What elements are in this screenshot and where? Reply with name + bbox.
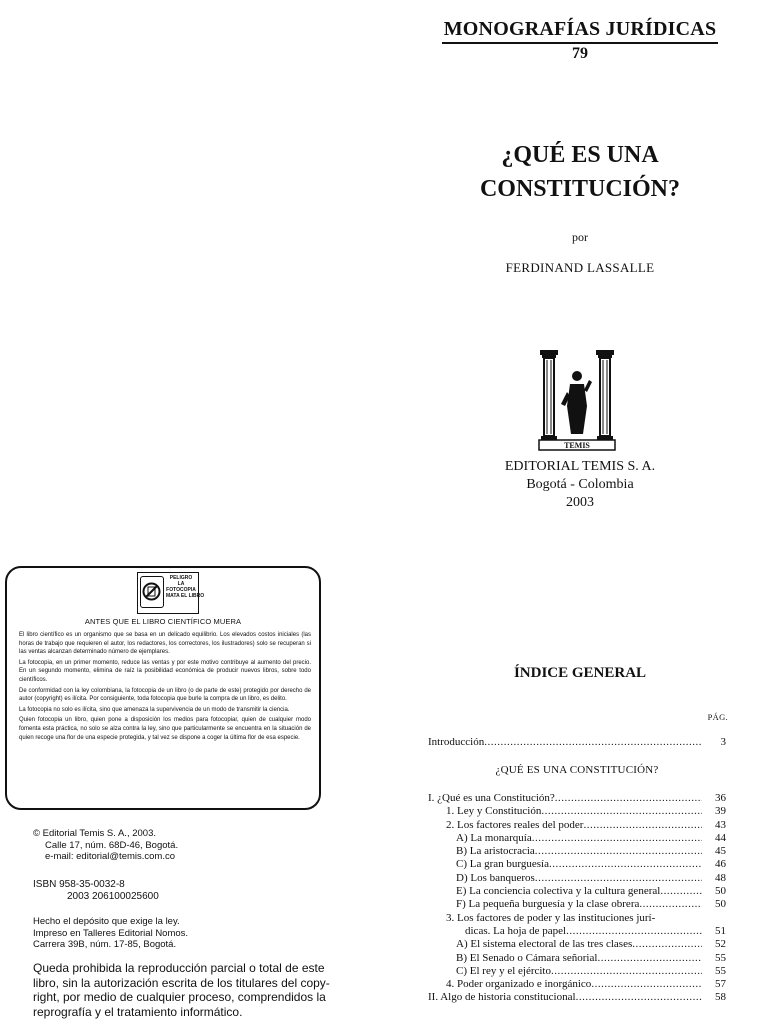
deposit-line: Hecho el depósito que exige la ley. <box>33 916 180 927</box>
isbn-code-line: 2003 206100025600 <box>67 890 159 902</box>
toc-entry-page: 44 <box>715 831 726 844</box>
dot-leader <box>660 885 702 898</box>
toc-entry[interactable] <box>428 792 726 805</box>
toc-entry[interactable] <box>428 885 726 898</box>
toc-entry[interactable] <box>428 912 726 925</box>
toc-entry[interactable] <box>428 872 726 885</box>
book-title-line2: CONSTITUCIÓN? <box>479 176 681 202</box>
series-header <box>430 18 730 63</box>
dot-leader <box>484 736 702 750</box>
section-heading: ¿QUÉ ES UNA CONSTITUCIÓN? <box>495 764 659 776</box>
toc-entry-label: dicas. La hoja de papel <box>465 924 567 937</box>
toc-entry[interactable] <box>428 978 726 991</box>
author-name: FERDINAND LASSALLE <box>505 260 655 275</box>
toc-entry-page: 3 <box>720 736 726 748</box>
toc-entry-page: 45 <box>715 845 726 858</box>
warning-paragraph: La fotocopia no solo es ilícita, sino que amenaza la supervivencia de un modo de transmitir la ciencia. <box>19 706 290 713</box>
publisher-name: EDITORIAL TEMIS S. A. <box>504 459 656 474</box>
toc-entry-label: B) La aristocracia <box>456 845 535 858</box>
badge-text: PELIGRO LA FOTOCOPIA MATA EL LIBRO <box>166 575 205 599</box>
dot-leader <box>535 845 702 858</box>
dot-leader <box>639 898 702 911</box>
toc-entry[interactable] <box>428 898 726 911</box>
logo-text: TEMIS <box>564 441 590 450</box>
toc-entry-page: 52 <box>715 938 726 951</box>
toc-entry-label: A) El sistema electoral de las tres clases <box>456 938 633 951</box>
warning-paragraph: Quien fotocopia un libro, quien pone a disposición los medios para fotocopiar, quien de cualquier modo fomenta esta práctica, no solo se alza contra la ley, sino que particularmente se encuentra en la situación de quien recoge una flor de una especie protegida, y tal vez se dispone a coger la última flor de esa especie. <box>19 717 311 741</box>
no-photocopy-icon <box>140 576 164 608</box>
series-number: 79 <box>572 45 588 62</box>
notice-line: libro, sin la autorización escrita de los titulares del copy- <box>33 975 330 990</box>
dot-leader <box>555 792 702 805</box>
toc-entry[interactable] <box>428 965 726 978</box>
toc-entry-page: 58 <box>715 991 726 1004</box>
publisher-block <box>430 458 730 512</box>
photocopy-warning-box <box>5 566 321 810</box>
toc-entry[interactable] <box>428 845 726 858</box>
dot-leader <box>551 965 702 978</box>
dot-leader <box>576 991 702 1004</box>
dot-leader <box>532 832 702 845</box>
spacer <box>655 912 726 925</box>
toc-list <box>428 792 726 1005</box>
toc-entry-page: 51 <box>715 924 726 937</box>
toc-entry-label: C) El rey y el ejército <box>456 964 551 977</box>
toc-entry-page: 55 <box>715 951 726 964</box>
warning-paragraph: De conformidad con la ley colombiana, la fotocopia de un libro (o de parte de este) protegido por derecho de autor (copyright) es ilícita. Por consiguiente, toda fotocopia que burle la compra de un libro, es delito. <box>19 687 311 703</box>
toc-entry-page: 43 <box>715 818 726 831</box>
warning-paragraph: La fotocopia, en un primer momento, reduce las ventas y por este motivo contribuye al aumento del precio. En un segundo momento, elimina de raíz la posibilidad económica de producir nuevos libros, sobre todo científicos. <box>19 659 311 683</box>
toc-entry[interactable] <box>428 938 726 951</box>
toc-entry-label: 3. Los factores de poder y las instituciones jurí- <box>446 911 656 924</box>
dot-leader <box>597 952 702 965</box>
dot-leader <box>583 819 702 832</box>
printing-block <box>33 916 323 951</box>
isbn-block <box>33 879 323 902</box>
copyright-block <box>33 828 323 863</box>
toc-entry-label: 2. Los factores reales del poder <box>446 818 584 831</box>
toc-entry-page: 50 <box>715 885 726 898</box>
series-title: MONOGRAFÍAS JURÍDICAS <box>442 18 719 44</box>
notice-line: reprografía y el tratamiento informático. <box>33 1004 243 1019</box>
dot-leader <box>591 978 702 991</box>
index-title: ÍNDICE GENERAL <box>513 665 647 681</box>
toc-entry[interactable] <box>428 952 726 965</box>
toc-entry[interactable] <box>428 858 726 871</box>
toc-entry[interactable] <box>428 832 726 845</box>
toc-entry-label: A) La monarquía <box>456 831 532 844</box>
toc-entry-label: 1. Ley y Constitución <box>446 805 542 818</box>
toc-entry[interactable] <box>428 805 726 818</box>
toc-entry-label: D) Los banqueros <box>456 871 535 884</box>
toc-entry-page: 39 <box>715 805 726 818</box>
printer-line: Impreso en Talleres Editorial Nomos. <box>33 927 189 939</box>
temis-columns-logo <box>537 348 617 452</box>
publisher-year: 2003 <box>566 495 594 510</box>
copyright-line: © Editorial Temis S. A., 2003. <box>33 828 156 839</box>
email-line: e-mail: editorial@temis.com.co <box>45 851 176 862</box>
dot-leader <box>632 938 702 951</box>
printer-address-line: Carrera 39B, núm. 17-85, Bogotá. <box>33 939 177 950</box>
toc-entry-label: II. Algo de historia constitucional <box>428 991 576 1004</box>
isbn-line: ISBN 958-35-0032-8 <box>33 879 125 890</box>
toc-entry[interactable] <box>428 819 726 832</box>
warning-heading: ANTES QUE EL LIBRO CIENTÍFICO MUERA <box>84 617 242 626</box>
notice-line: Queda prohibida la reproducción parcial o total de este <box>33 961 325 975</box>
toc-entry-label: I. ¿Qué es una Constitución? <box>428 792 555 804</box>
peligro-badge <box>137 572 205 614</box>
table-of-contents <box>428 736 726 1005</box>
reproduction-notice <box>33 961 329 1019</box>
toc-entry-label: C) La gran burguesía <box>456 858 549 871</box>
address-line: Calle 17, núm. 68D-46, Bogotá. <box>45 839 179 851</box>
page-column-label: PÁG. <box>707 712 728 722</box>
warning-paragraph: El libro científico es un organismo que se basa en un delicado equilibrio. Los elevados costos iniciales (las horas de trabajo que requieren el autor, los redactores, los correctores, los ilustradores) solo se recuperan si las ventas alcanzan determinado número de ejemplares. <box>19 632 311 656</box>
dot-leader <box>541 805 702 818</box>
toc-entry[interactable] <box>428 991 726 1004</box>
toc-entry-introduction[interactable] <box>428 736 726 750</box>
toc-entry-page: 36 <box>715 792 726 804</box>
warning-text <box>19 631 311 744</box>
toc-entry[interactable] <box>428 925 726 938</box>
notice-line: right, por medio de cualquier proceso, comprendidos la <box>33 990 326 1005</box>
dot-leader <box>535 872 702 885</box>
toc-entry-page: 50 <box>715 898 726 911</box>
publisher-city: Bogotá - Colombia <box>526 477 634 492</box>
dot-leader <box>549 858 702 871</box>
toc-entry-page: 55 <box>715 964 726 977</box>
toc-entry-label: E) La conciencia colectiva y la cultura general <box>456 885 661 898</box>
book-title <box>430 138 730 206</box>
by-label: por <box>572 230 588 244</box>
toc-entry-label: B) El Senado o Cámara señorial <box>456 951 598 964</box>
toc-entry-label: Introducción <box>428 736 485 748</box>
book-title-line1: ¿QUÉ ES UNA <box>501 142 659 168</box>
dot-leader <box>566 925 702 938</box>
toc-entry-page: 46 <box>715 858 726 871</box>
toc-entry-label: 4. Poder organizado e inorgánico <box>446 978 592 991</box>
toc-entry-label: F) La pequeña burguesía y la clase obrera <box>456 898 640 911</box>
toc-entry-page: 57 <box>715 978 726 991</box>
toc-entry-page: 48 <box>715 871 726 884</box>
